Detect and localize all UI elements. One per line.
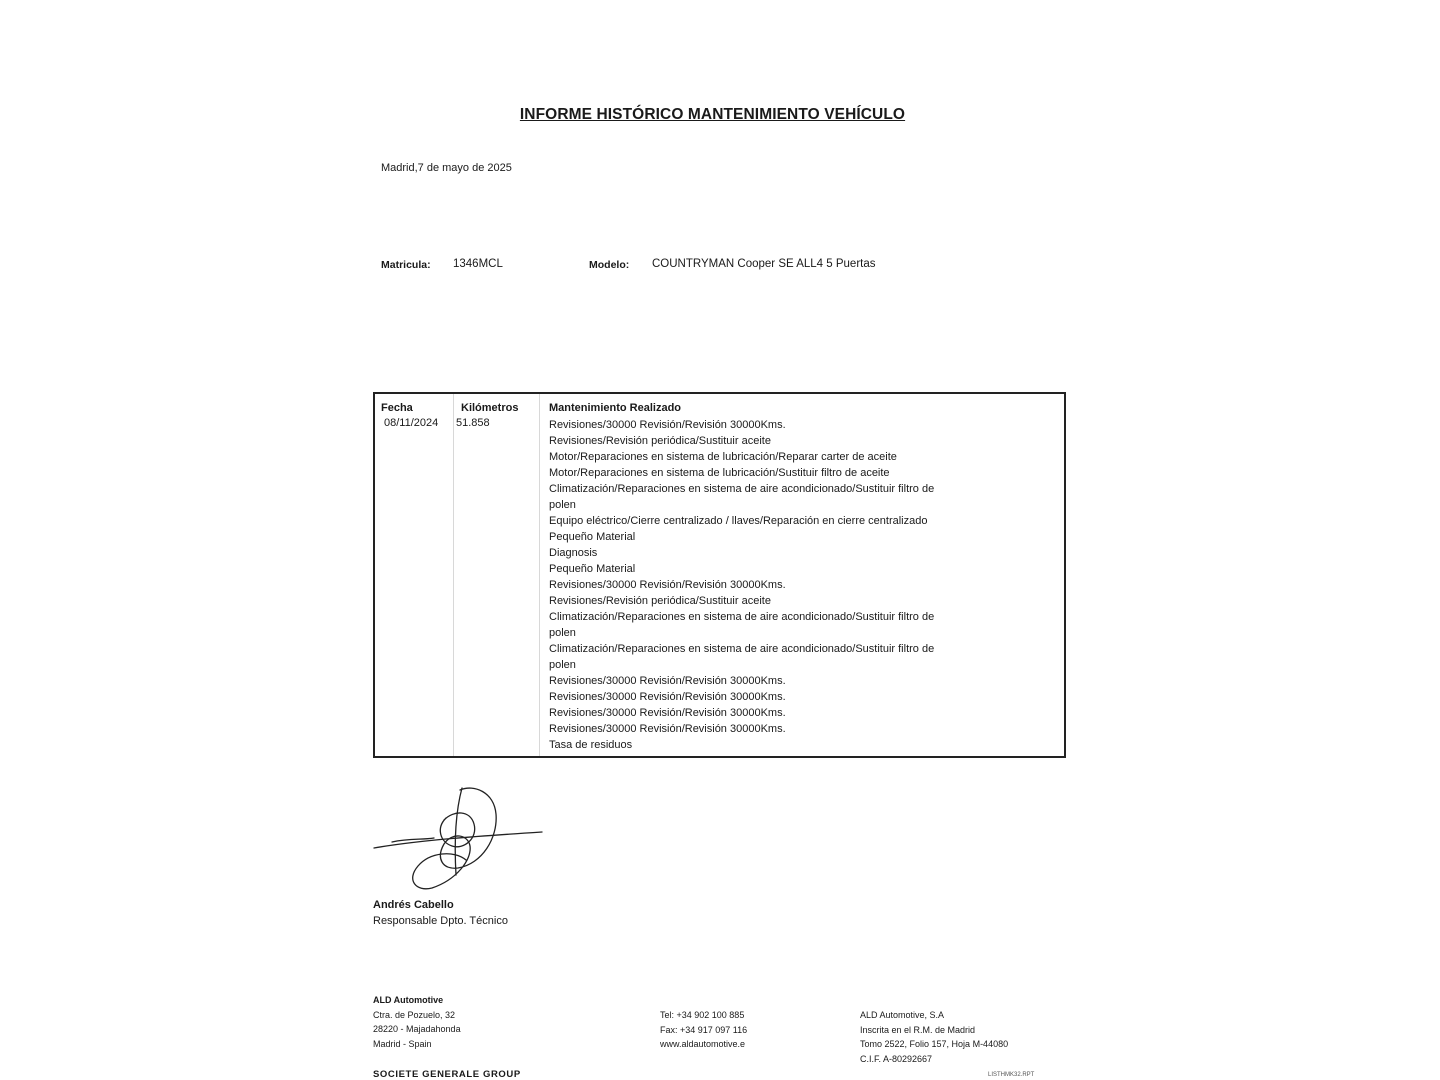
footer-tel: Tel: +34 902 100 885 — [660, 1010, 745, 1020]
list-item: Climatización/Reparaciones en sistema de aire acondicionado/Sustituir filtro de — [549, 611, 935, 623]
list-item: Climatización/Reparaciones en sistema de aire acondicionado/Sustituir filtro de — [549, 643, 935, 655]
document-title: INFORME HISTÓRICO MANTENIMIENTO VEHÍCULO — [519, 106, 906, 123]
list-item: Motor/Reparaciones en sistema de lubricación/Sustituir filtro de aceite — [549, 467, 890, 479]
column-divider — [453, 394, 454, 756]
signer-role: Responsable Dpto. Técnico — [373, 915, 508, 927]
footer-web: www.aldautomotive.e — [660, 1039, 746, 1049]
handwritten-signature — [370, 780, 550, 895]
list-item: Revisiones/30000 Revisión/Revisión 30000Kms. — [549, 691, 786, 703]
list-item: Motor/Reparaciones en sistema de lubricación/Reparar carter de aceite — [549, 451, 897, 463]
maintenance-table — [373, 392, 1066, 758]
footer-legal-line: Inscrita en el R.M. de Madrid — [860, 1024, 976, 1035]
list-item: Pequeño Material — [549, 563, 636, 575]
list-item: Revisiones/30000 Revisión/Revisión 30000Kms. — [549, 723, 786, 735]
place-date: Madrid,7 de mayo de 2025 — [381, 162, 512, 174]
footer-contact — [660, 1008, 747, 1052]
footer-legal-line: Tomo 2522, Folio 157, Hoja M-44080 — [860, 1039, 1009, 1049]
header-km: Kilómetros — [461, 402, 519, 414]
list-item: Climatización/Reparaciones en sistema de aire acondicionado/Sustituir filtro de — [549, 483, 935, 495]
record-date: 08/11/2024 — [384, 417, 439, 429]
record-km: 51.858 — [456, 417, 490, 429]
header-date: Fecha — [381, 402, 413, 414]
footer-report-ref: LISTHMK32.RPT — [988, 1072, 1035, 1078]
footer-legal — [860, 1008, 1008, 1066]
footer-address-line: Madrid - Spain — [373, 1038, 432, 1049]
list-item: polen — [549, 499, 576, 511]
footer-address-line: Ctra. de Pozuelo, 32 — [373, 1009, 456, 1020]
list-item: Revisiones/30000 Revisión/Revisión 30000Kms. — [549, 675, 786, 687]
list-item: polen — [549, 659, 576, 671]
footer-legal-line: C.I.F. A-80292667 — [860, 1053, 933, 1064]
list-item: Tasa de residuos — [549, 739, 633, 751]
list-item: Revisiones/30000 Revisión/Revisión 30000Kms. — [549, 419, 786, 431]
maintenance-items — [549, 417, 989, 753]
footer-fax: Fax: +34 917 097 116 — [660, 1024, 748, 1035]
footer-address — [373, 993, 461, 1051]
list-item: Revisiones/Revisión periódica/Sustituir aceite — [549, 435, 771, 447]
footer-legal-name: ALD Automotive, S.A — [860, 1010, 945, 1020]
list-item: Revisiones/30000 Revisión/Revisión 30000Kms. — [549, 579, 786, 591]
list-item: Revisiones/Revisión periódica/Sustituir aceite — [549, 595, 771, 607]
list-item: Revisiones/30000 Revisión/Revisión 30000Kms. — [549, 707, 786, 719]
signer-name: Andrés Cabello — [373, 899, 454, 911]
list-item: polen — [549, 627, 576, 639]
list-item: Equipo eléctrico/Cierre centralizado / llaves/Reparación en cierre centralizado — [549, 515, 928, 527]
model-value: COUNTRYMAN Cooper SE ALL4 5 Puertas — [652, 258, 876, 270]
plate-label: Matricula: — [381, 259, 431, 271]
footer-address-line: 28220 - Majadahonda — [373, 1024, 461, 1034]
column-divider — [539, 394, 540, 756]
plate-value: 1346MCL — [453, 258, 503, 270]
header-maintenance: Mantenimiento Realizado — [549, 402, 682, 414]
list-item: Diagnosis — [549, 547, 598, 559]
model-label: Modelo: — [589, 259, 630, 271]
list-item: Pequeño Material — [549, 531, 636, 543]
footer-company-name: ALD Automotive — [373, 995, 444, 1005]
footer-group: SOCIETE GENERALE GROUP — [373, 1069, 521, 1080]
